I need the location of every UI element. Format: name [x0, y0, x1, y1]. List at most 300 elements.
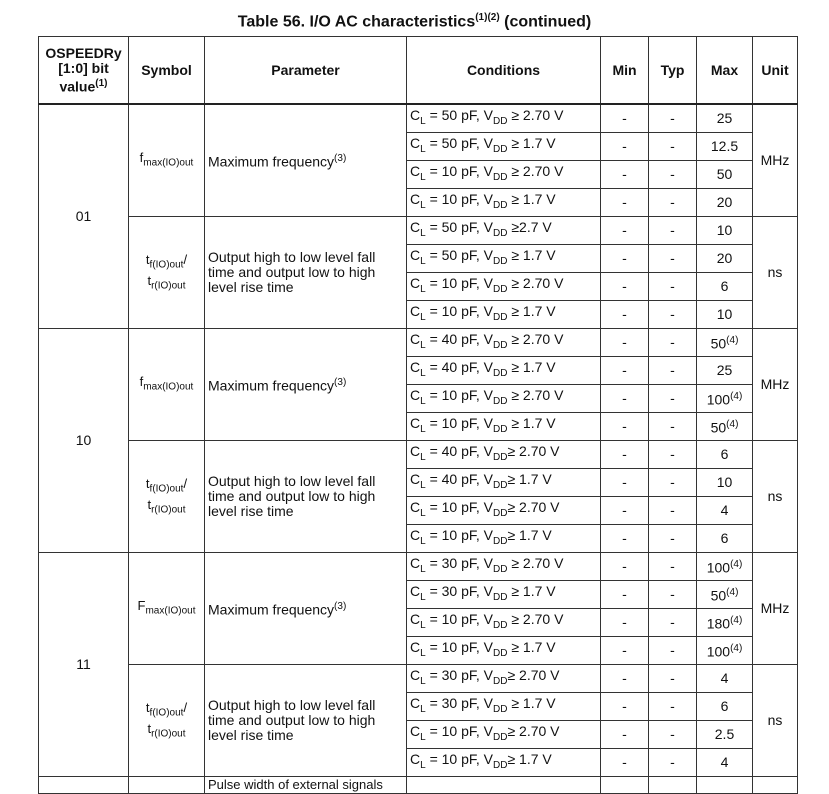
condition-cell: [407, 721, 601, 749]
condition-text: = 10 pF, V: [425, 387, 494, 404]
max-cell: [697, 637, 753, 665]
min-cell: -: [601, 161, 649, 189]
symbol-sub: r(IO)out: [151, 504, 186, 516]
condition-vdd-sub: DD: [493, 563, 508, 575]
empty-cell: [601, 777, 649, 794]
unit-cell: ns: [753, 217, 798, 329]
condition-text: = 10 pF, V: [425, 639, 494, 656]
symbol-sub: r(IO)out: [151, 728, 186, 740]
condition-text: = 40 pF, V: [425, 443, 494, 460]
max-value: 25: [716, 110, 733, 126]
condition-cl: C: [410, 107, 421, 124]
unit-cell: ns: [753, 441, 798, 553]
condition-cl: C: [410, 695, 421, 712]
min-cell: -: [601, 581, 649, 609]
condition-text: = 30 pF, V: [425, 695, 494, 712]
condition-vdd-sub: DD: [493, 227, 508, 239]
condition-cl-sub: L: [420, 255, 426, 267]
max-cell: [697, 469, 753, 497]
condition-text: = 50 pF, V: [425, 135, 494, 152]
typ-cell: -: [649, 637, 697, 665]
condition-cl-sub: L: [420, 423, 426, 435]
empty-cell: [649, 777, 697, 794]
condition-vdd-sub: DD: [493, 591, 508, 603]
max-value: 10: [716, 306, 733, 322]
symbol-tail: /: [183, 251, 188, 267]
condition-cl-sub: L: [420, 171, 426, 183]
table-body: [39, 104, 798, 794]
typ-cell: -: [649, 273, 697, 301]
condition-relation: ≥ 1.7 V: [507, 415, 556, 432]
max-value: 50: [710, 587, 727, 604]
parameter-text: Output high to low level fall time and output low to high level rise time: [208, 249, 376, 295]
max-cell: [697, 301, 753, 329]
condition-cl-sub: L: [420, 507, 426, 519]
typ-cell: -: [649, 329, 697, 357]
table-row: [39, 217, 798, 245]
parameter-cell: [205, 217, 407, 329]
condition-cell: [407, 161, 601, 189]
max-note: (4): [730, 391, 743, 403]
condition-cell: [407, 637, 601, 665]
condition-cl-sub: L: [420, 675, 426, 687]
condition-vdd-sub: DD: [493, 115, 508, 127]
condition-relation: ≥ 2.70 V: [507, 611, 564, 628]
max-value: 180: [706, 615, 731, 632]
condition-cell: [407, 553, 601, 581]
max-value: 6: [720, 446, 729, 462]
typ-cell: -: [649, 217, 697, 245]
table-row: [39, 104, 798, 133]
max-cell: [697, 497, 753, 525]
condition-vdd-sub: DD: [493, 423, 508, 435]
max-value: 6: [720, 278, 729, 294]
max-value: 6: [720, 698, 729, 714]
condition-cl-sub: L: [420, 311, 426, 323]
max-cell: [697, 665, 753, 693]
min-cell: -: [601, 693, 649, 721]
min-cell: -: [601, 189, 649, 217]
parameter-text: Maximum frequency: [208, 377, 335, 394]
min-cell: -: [601, 273, 649, 301]
condition-relation: ≥ 2.70 V: [507, 107, 564, 124]
condition-cell: [407, 189, 601, 217]
symbol-sub: f(IO)out: [149, 259, 184, 271]
condition-cl: C: [410, 751, 421, 768]
unit-cell: MHz: [753, 104, 798, 217]
symbol-main: t: [145, 251, 150, 267]
table-row: [39, 329, 798, 357]
typ-cell: -: [649, 357, 697, 385]
max-cell: [697, 245, 753, 273]
min-cell: -: [601, 609, 649, 637]
typ-cell: -: [649, 133, 697, 161]
table-title-text: Table 56. I/O AC characteristics: [237, 13, 476, 31]
unit-cell: ns: [753, 665, 798, 777]
condition-cl-sub: L: [420, 199, 426, 211]
min-cell: -: [601, 665, 649, 693]
condition-cell: [407, 469, 601, 497]
typ-cell: -: [649, 385, 697, 413]
condition-text: = 30 pF, V: [425, 667, 494, 684]
typ-cell: -: [649, 469, 697, 497]
parameter-cell: [205, 441, 407, 553]
typ-cell: -: [649, 581, 697, 609]
condition-relation: ≥ 1.7 V: [507, 303, 556, 320]
condition-cl-sub: L: [420, 283, 426, 295]
min-cell: -: [601, 637, 649, 665]
empty-cell: [697, 777, 753, 794]
symbol-tail: /: [183, 475, 188, 491]
symbol-sub: max(IO)out: [143, 381, 194, 393]
condition-relation: ≥ 2.70 V: [507, 443, 560, 460]
condition-cell: [407, 581, 601, 609]
condition-cl-sub: L: [420, 759, 426, 771]
table-title-notes: (1)(2): [475, 12, 500, 23]
condition-relation: ≥ 1.7 V: [507, 639, 556, 656]
condition-relation: ≥ 1.7 V: [507, 191, 556, 208]
symbol-sub: r(IO)out: [151, 280, 186, 292]
symbol-main: t: [147, 720, 152, 736]
condition-cell: [407, 133, 601, 161]
symbol-main: t: [147, 272, 152, 288]
condition-cl: C: [410, 275, 421, 292]
ospeedr-value-cell: 01: [39, 104, 129, 329]
condition-text: = 40 pF, V: [425, 359, 494, 376]
max-cell: [697, 749, 753, 777]
max-value: 4: [720, 754, 729, 770]
max-note: (4): [726, 335, 739, 347]
condition-relation: ≥ 2.70 V: [507, 275, 564, 292]
max-cell: [697, 413, 753, 441]
max-cell: [697, 217, 753, 245]
condition-cl-sub: L: [420, 479, 426, 491]
header-parameter: Parameter: [205, 37, 407, 105]
condition-text: = 10 pF, V: [425, 611, 494, 628]
header-ospeedr-note: (1): [95, 77, 108, 89]
condition-relation: ≥ 2.70 V: [507, 499, 560, 516]
condition-cl: C: [410, 247, 421, 264]
min-cell: -: [601, 749, 649, 777]
condition-cell: [407, 245, 601, 273]
symbol-main: t: [147, 496, 152, 512]
condition-vdd-sub: DD: [493, 283, 508, 295]
condition-vdd-sub: DD: [493, 311, 508, 323]
condition-vdd-sub: DD: [493, 507, 508, 519]
condition-relation: ≥ 1.7 V: [507, 583, 556, 600]
max-value: 4: [720, 670, 729, 686]
io-ac-characteristics-table: [38, 36, 798, 794]
condition-text: = 30 pF, V: [425, 583, 494, 600]
condition-cell: [407, 385, 601, 413]
condition-vdd-sub: DD: [493, 703, 508, 715]
max-note: (4): [730, 643, 743, 655]
typ-cell: -: [649, 413, 697, 441]
condition-text: = 50 pF, V: [425, 107, 494, 124]
max-cell: [697, 581, 753, 609]
symbol-main: t: [145, 699, 150, 715]
max-value: 50: [710, 335, 727, 352]
min-cell: -: [601, 301, 649, 329]
condition-vdd-sub: DD: [493, 619, 508, 631]
condition-vdd-sub: DD: [493, 479, 508, 491]
condition-relation: ≥ 2.70 V: [507, 331, 564, 348]
header-ospeedr-line3: value: [59, 78, 96, 95]
empty-cell: [407, 777, 601, 794]
min-cell: -: [601, 553, 649, 581]
condition-cl: C: [410, 555, 421, 572]
max-value: 100: [706, 643, 731, 660]
condition-vdd-sub: DD: [493, 171, 508, 183]
condition-text: = 10 pF, V: [425, 303, 494, 320]
condition-cl: C: [410, 639, 421, 656]
min-cell: -: [601, 357, 649, 385]
condition-cl: C: [410, 527, 421, 544]
max-value: 4: [720, 502, 729, 518]
condition-relation: ≥ 1.7 V: [507, 695, 556, 712]
typ-cell: -: [649, 497, 697, 525]
condition-cell: [407, 525, 601, 553]
condition-cl-sub: L: [420, 227, 426, 239]
condition-cell: [407, 665, 601, 693]
symbol-sub: max(IO)out: [145, 605, 196, 617]
max-value: 100: [706, 391, 731, 408]
min-cell: -: [601, 245, 649, 273]
max-cell: [697, 553, 753, 581]
condition-cl: C: [410, 387, 421, 404]
max-cell: [697, 721, 753, 749]
condition-cell: [407, 357, 601, 385]
symbol-sub: f(IO)out: [149, 707, 184, 719]
parameter-cell: [205, 104, 407, 217]
condition-text: = 10 pF, V: [425, 499, 494, 516]
condition-vdd-sub: DD: [493, 731, 508, 743]
header-row: [39, 37, 798, 105]
min-cell: -: [601, 721, 649, 749]
min-cell: -: [601, 497, 649, 525]
max-value: 2.5: [714, 726, 735, 742]
max-cell: [697, 189, 753, 217]
symbol-main: f: [139, 374, 144, 390]
condition-text: = 50 pF, V: [425, 247, 494, 264]
unit-cell: MHz: [753, 553, 798, 665]
max-cell: [697, 273, 753, 301]
table-row: [39, 441, 798, 469]
max-note: (4): [730, 615, 743, 627]
condition-cell: [407, 301, 601, 329]
symbol-sub: max(IO)out: [143, 157, 194, 169]
typ-cell: -: [649, 693, 697, 721]
condition-relation: ≥2.7 V: [507, 219, 552, 236]
condition-relation: ≥ 2.70 V: [507, 723, 560, 740]
parameter-cell: [205, 329, 407, 441]
condition-cl-sub: L: [420, 563, 426, 575]
header-ospeedr: [39, 37, 129, 105]
condition-cl: C: [410, 303, 421, 320]
condition-relation: ≥ 1.7 V: [507, 527, 552, 544]
max-cell: [697, 104, 753, 133]
condition-cl-sub: L: [420, 647, 426, 659]
condition-cl-sub: L: [420, 703, 426, 715]
condition-vdd-sub: DD: [493, 255, 508, 267]
condition-text: = 10 pF, V: [425, 275, 494, 292]
condition-vdd-sub: DD: [493, 759, 508, 771]
typ-cell: -: [649, 161, 697, 189]
header-conditions: Conditions: [407, 37, 601, 105]
condition-cl: C: [410, 471, 421, 488]
condition-relation: ≥ 2.70 V: [507, 667, 560, 684]
max-value: 50: [716, 166, 733, 182]
condition-text: = 40 pF, V: [425, 331, 494, 348]
condition-vdd-sub: DD: [493, 367, 508, 379]
max-value: 6: [720, 530, 729, 546]
min-cell: -: [601, 217, 649, 245]
condition-cl-sub: L: [420, 451, 426, 463]
condition-cl-sub: L: [420, 535, 426, 547]
condition-cell: [407, 693, 601, 721]
table-row: [39, 665, 798, 693]
min-cell: -: [601, 413, 649, 441]
condition-cl-sub: L: [420, 619, 426, 631]
symbol-cell: [129, 329, 205, 441]
parameter-cell: [205, 553, 407, 665]
symbol-cell: [129, 217, 205, 329]
condition-vdd-sub: DD: [493, 143, 508, 155]
table-row: [39, 553, 798, 581]
table-title-suffix: (continued): [504, 13, 592, 31]
condition-relation: ≥ 1.7 V: [507, 247, 556, 264]
min-cell: -: [601, 441, 649, 469]
typ-cell: -: [649, 301, 697, 329]
condition-cl-sub: L: [420, 115, 426, 127]
max-note: (4): [730, 559, 743, 571]
max-cell: [697, 329, 753, 357]
max-cell: [697, 133, 753, 161]
header-ospeedr-line1: OSPEEDRy: [45, 44, 122, 61]
condition-vdd-sub: DD: [493, 451, 508, 463]
condition-text: = 50 pF, V: [425, 219, 494, 236]
parameter-note: (3): [334, 377, 347, 389]
max-cell: [697, 441, 753, 469]
condition-cl-sub: L: [420, 731, 426, 743]
max-value: 10: [716, 222, 733, 238]
table-title: [0, 12, 829, 31]
condition-text: = 10 pF, V: [425, 191, 494, 208]
typ-cell: -: [649, 104, 697, 133]
condition-relation: ≥ 2.70 V: [507, 387, 564, 404]
typ-cell: -: [649, 609, 697, 637]
condition-cl-sub: L: [420, 591, 426, 603]
typ-cell: -: [649, 441, 697, 469]
condition-cell: [407, 104, 601, 133]
condition-cl: C: [410, 359, 421, 376]
condition-relation: ≥ 2.70 V: [507, 163, 564, 180]
condition-cell: [407, 329, 601, 357]
condition-cl: C: [410, 499, 421, 516]
header-min: Min: [601, 37, 649, 105]
condition-relation: ≥ 1.7 V: [507, 471, 552, 488]
condition-cl-sub: L: [420, 367, 426, 379]
typ-cell: -: [649, 525, 697, 553]
condition-relation: ≥ 1.7 V: [507, 135, 556, 152]
parameter-text: Maximum frequency: [208, 601, 335, 618]
typ-cell: -: [649, 553, 697, 581]
condition-cl-sub: L: [420, 339, 426, 351]
parameter-cell: Pulse width of external signals: [205, 777, 407, 794]
condition-cl: C: [410, 723, 421, 740]
ospeedr-value-cell: 11: [39, 553, 129, 777]
condition-cl: C: [410, 135, 421, 152]
typ-cell: -: [649, 749, 697, 777]
condition-cl: C: [410, 443, 421, 460]
ospeedr-value-cell: 10: [39, 329, 129, 553]
condition-cell: [407, 441, 601, 469]
max-value: 100: [706, 559, 731, 576]
header-max: Max: [697, 37, 753, 105]
condition-relation: ≥ 2.70 V: [507, 555, 564, 572]
symbol-sub: f(IO)out: [149, 483, 184, 495]
parameter-text: Output high to low level fall time and output low to high level rise time: [208, 697, 376, 743]
condition-vdd-sub: DD: [493, 395, 508, 407]
condition-vdd-sub: DD: [493, 647, 508, 659]
condition-cl: C: [410, 191, 421, 208]
unit-cell: MHz: [753, 329, 798, 441]
max-cell: [697, 385, 753, 413]
symbol-cell: [129, 777, 205, 794]
max-value: 20: [716, 250, 733, 266]
max-cell: [697, 161, 753, 189]
max-value: 12.5: [710, 138, 739, 154]
min-cell: -: [601, 329, 649, 357]
max-value: 50: [710, 419, 727, 436]
condition-text: = 40 pF, V: [425, 471, 494, 488]
symbol-main: F: [137, 598, 146, 614]
condition-cl: C: [410, 163, 421, 180]
condition-cl: C: [410, 667, 421, 684]
min-cell: -: [601, 104, 649, 133]
condition-relation: ≥ 1.7 V: [507, 359, 556, 376]
parameter-text: Output high to low level fall time and output low to high level rise time: [208, 473, 376, 519]
condition-cell: [407, 497, 601, 525]
condition-vdd-sub: DD: [493, 535, 508, 547]
max-value: 20: [716, 194, 733, 210]
min-cell: -: [601, 525, 649, 553]
header-ospeedr-line2: [1:0] bit: [58, 59, 109, 76]
condition-text: = 10 pF, V: [425, 527, 494, 544]
symbol-cell: [129, 553, 205, 665]
symbol-main: t: [145, 475, 150, 491]
symbol-cell: [129, 104, 205, 217]
max-cell: [697, 525, 753, 553]
condition-cl-sub: L: [420, 143, 426, 155]
condition-cl: C: [410, 219, 421, 236]
symbol-tail: /: [183, 699, 188, 715]
max-cell: [697, 609, 753, 637]
parameter-note: (3): [334, 153, 347, 165]
condition-cl-sub: L: [420, 395, 426, 407]
condition-text: = 10 pF, V: [425, 163, 494, 180]
max-cell: [697, 693, 753, 721]
typ-cell: -: [649, 189, 697, 217]
typ-cell: -: [649, 721, 697, 749]
ospeedr-value-cell: [39, 777, 129, 794]
symbol-cell: [129, 665, 205, 777]
condition-text: = 10 pF, V: [425, 751, 494, 768]
max-note: (4): [726, 587, 739, 599]
typ-cell: -: [649, 245, 697, 273]
condition-cl: C: [410, 611, 421, 628]
empty-cell: [753, 777, 798, 794]
